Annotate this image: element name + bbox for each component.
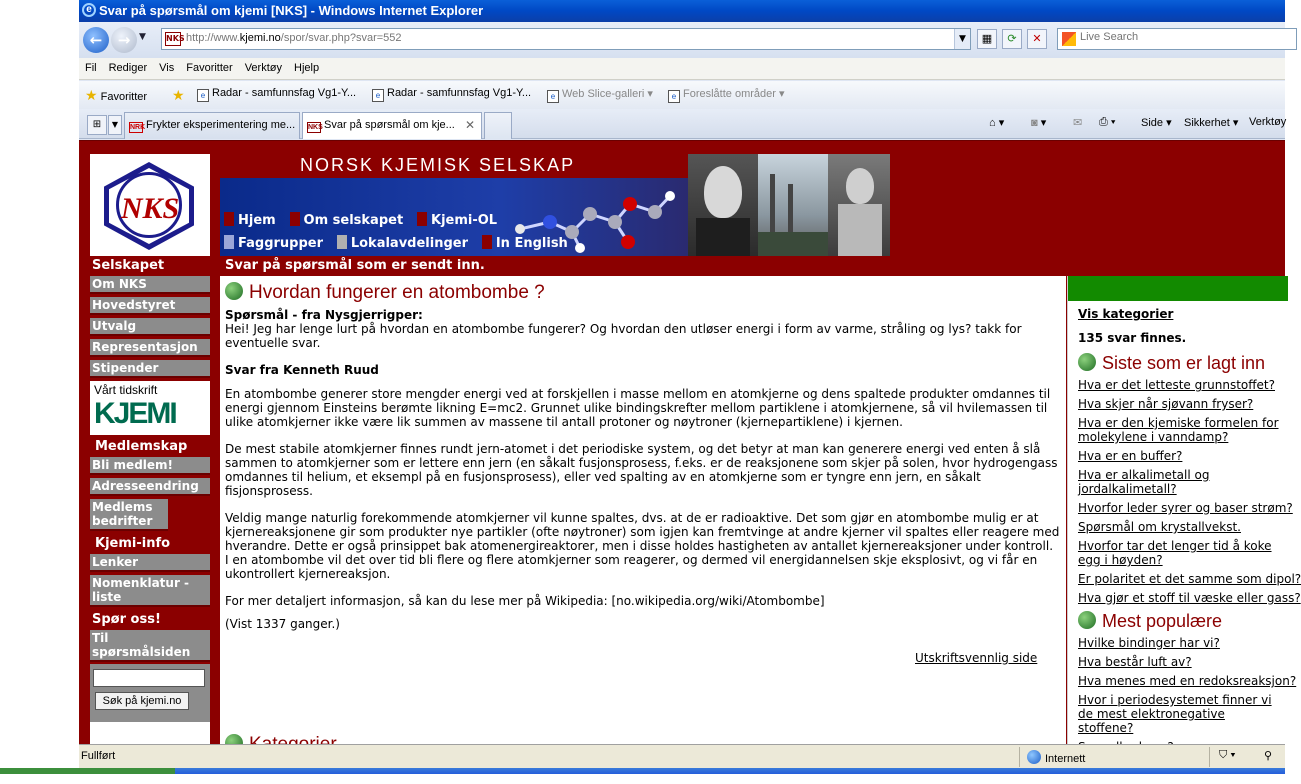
mail-button[interactable] [1073, 116, 1082, 129]
popular-link-1[interactable]: Hvilke bindinger har vi? [1078, 636, 1220, 650]
recent-link-10[interactable]: Hva gjør et stoff til væske eller gass? [1078, 591, 1301, 605]
recent-heading: Siste som er lagt inn [1078, 353, 1298, 374]
status-bar [79, 744, 1285, 768]
sidebar-item-nomenklatur[interactable]: Nomenklatur - liste [90, 575, 210, 607]
green-header-bar [1068, 276, 1288, 301]
safety-menu[interactable]: Sikkerhet ▾ [1184, 117, 1239, 129]
mail-icon: ✉ [1073, 117, 1083, 129]
popular-link-2[interactable]: Hva består luft av? [1078, 655, 1192, 669]
nks-logo[interactable] [90, 154, 210, 256]
favorites-bar [79, 81, 1285, 109]
search-input[interactable] [1080, 31, 1280, 43]
close-icon: ✕ [1032, 32, 1042, 45]
main-content [220, 276, 1066, 746]
back-button[interactable] [83, 27, 109, 53]
popular-link-3[interactable]: Hva menes med en redoksreaksjon? [1078, 674, 1297, 688]
recent-link-8[interactable]: Hvorfor tar det lenger tid å koke egg i høyden? [1078, 539, 1272, 567]
view-count: (Vist 1337 ganger.) [225, 617, 340, 631]
add-star-icon: ★ [172, 87, 185, 103]
site-search-input[interactable] [93, 669, 205, 687]
menu-edit[interactable]: Rediger [108, 62, 148, 74]
home-icon: ⌂ [989, 117, 996, 129]
web-page [79, 140, 1301, 744]
star-icon: ★ [85, 87, 98, 103]
recent-link-3[interactable]: Hva er den kjemiske formelen for molekylene i vanndamp? [1078, 416, 1279, 444]
windows-taskbar [0, 768, 1285, 774]
sidebar-item-medlemsbedrifter[interactable]: Medlems bedrifter [90, 499, 168, 531]
journal-label: Vårt tidskrift [94, 383, 158, 397]
print-friendly-link[interactable]: Utskriftsvennlig side [915, 651, 1038, 665]
question-title: Hvordan fungerer en atombombe ? [225, 282, 1060, 304]
favorite-link-1[interactable]: e Radar - samfunnsfag Vg1-Y... [197, 87, 356, 102]
popular-link-4[interactable]: Hvor i periodesystemet finner vi de mest elektronegative stoffene? [1078, 693, 1272, 735]
chevron-down-icon: ▼ [111, 120, 119, 129]
close-tab-icon[interactable]: ✕ [464, 118, 475, 132]
right-sidebar [1067, 276, 1301, 746]
show-categories-link[interactable]: Vis kategorier [1078, 307, 1174, 321]
address-toolbar [79, 22, 1285, 58]
protected-mode-button[interactable]: ⛉ ▾ [1219, 749, 1236, 761]
nav-bullet [290, 212, 300, 226]
sidebar-item-bli-medlem[interactable]: Bli medlem! [90, 457, 210, 475]
nav-bullet [224, 235, 234, 249]
right-sidebar-content [1078, 307, 1301, 759]
recent-link-6[interactable]: Hvorfor leder syrer og baser strøm? [1078, 501, 1293, 515]
address-dropdown-button[interactable]: ▼ [954, 29, 970, 49]
popular-heading: Mest populære [1078, 611, 1298, 632]
sidebar-heading-kjemi-info: Kjemi-info [95, 536, 171, 551]
grid-icon: ⊞ [92, 119, 102, 130]
arrow-right-icon: → [117, 31, 131, 49]
tab-list-button[interactable] [108, 115, 122, 135]
browser-window [79, 0, 1301, 774]
sidebar-item-representasjon[interactable]: Representasjon [90, 339, 210, 357]
header-banner [220, 154, 890, 256]
compat-icon: ▦ [981, 32, 993, 45]
live-search-box[interactable] [1057, 28, 1297, 50]
factory-ground [758, 232, 828, 256]
recent-link-5[interactable]: Hva er alkalimetall og jordalkalimetall? [1078, 468, 1210, 496]
internet-zone-icon [1027, 750, 1041, 764]
zoom-button[interactable] [1264, 749, 1272, 762]
desktop-strip [0, 0, 79, 774]
sidebar-heading-spor-oss: Spør oss! [92, 612, 161, 627]
status-separator [1019, 747, 1020, 767]
sidebar-heading-selskapet: Selskapet [92, 258, 165, 273]
kjemi-journal-banner[interactable] [90, 381, 210, 435]
sidebar-item-stipender[interactable]: Stipender [90, 360, 210, 378]
sidebar-item-til-sporsmalsiden[interactable]: Til spørsmålsiden [90, 630, 210, 662]
globe-icon [1078, 353, 1096, 371]
menu-tools[interactable]: Verktøy [244, 62, 282, 74]
recent-link-2[interactable]: Hva skjer når sjøvann fryser? [1078, 397, 1254, 411]
page-icon: e [197, 89, 209, 102]
banner-title: NORSK KJEMISK SELSKAP [300, 155, 576, 175]
nav-bullet [224, 212, 234, 226]
recent-link-4[interactable]: Hva er en buffer? [1078, 449, 1183, 463]
ie-icon: e [82, 3, 96, 17]
recent-link-1[interactable]: Hva er det letteste grunnstoffet? [1078, 378, 1275, 392]
print-button[interactable]: ⎙ ▾ [1099, 116, 1116, 128]
menu-bar [79, 58, 1285, 80]
suggested-sites-icon: e [668, 90, 680, 103]
page-icon: e [372, 89, 384, 102]
quick-tabs-button[interactable] [87, 115, 107, 135]
chimney [788, 184, 793, 234]
printer-icon: ⎙ [1099, 116, 1108, 128]
compatibility-button[interactable] [977, 29, 997, 49]
sidebar-item-adresseendring[interactable]: Adresseendring [90, 478, 210, 496]
tools-menu[interactable]: Verktøy [1249, 116, 1287, 128]
address-field[interactable] [161, 28, 971, 50]
security-zone[interactable]: Internett [1027, 750, 1085, 765]
arrow-left-icon: ← [89, 31, 103, 49]
sidebar-item-hovedstyret[interactable]: Hovedstyret [90, 297, 210, 315]
history-dropdown-button[interactable]: ▼ [139, 32, 146, 42]
menu-view[interactable]: Vis [159, 62, 175, 74]
factory-photo [758, 154, 828, 256]
home-button[interactable]: ⌂ ▾ [989, 117, 1005, 129]
tab-bar [79, 109, 1285, 139]
nav-bullet [482, 235, 492, 249]
start-button[interactable] [0, 768, 175, 774]
answer-count: 135 svar finnes. [1078, 331, 1187, 345]
answer-paragraph-2: De mest stabile atomkjerner finnes rundt jern-atomet i det periodiske system, og det betyr at man kan generere energi ved enten å slå sammen to atomkjerner som er lettere enn jern (en såkalt fusjonsprosess, f.eks. er de reaksjonene som skjer på solen, hvor hydrogengass omdannes til helium, et eksempl på en fusjonsprosess), eller ved spalting av en atomkjerne som er tyngre enn jern, en såkalt fisjonsprosess. [225, 442, 1058, 498]
portrait-coat [838, 204, 882, 256]
forward-button[interactable] [111, 27, 137, 53]
nav-bullet [337, 235, 347, 249]
status-separator [1209, 747, 1210, 767]
new-tab-button[interactable] [484, 112, 512, 139]
question-from: Spørsmål - fra Nysgjerrigper: [225, 308, 423, 322]
site-favicon-icon: NKS [308, 124, 323, 131]
add-favorite-button[interactable] [172, 87, 185, 104]
window-titlebar [79, 0, 1285, 22]
url-text: http://www.kjemi.no/spor/svar.php?svar=552 [186, 32, 402, 44]
top-nav-row-1 [224, 212, 507, 228]
shield-icon: ⛉ [1219, 749, 1228, 761]
tab-1[interactable]: NRKFrykter eksperimentering me... [124, 112, 300, 139]
feeds-button[interactable]: ◙ ▾ [1031, 117, 1047, 129]
sidebar-item-om-nks[interactable]: Om NKS [90, 276, 210, 294]
answer-paragraph-3: Veldig mange naturlig forekommende atomkjerner vil kunne spaltes, dvs. at de er radioaktive. Det som gjør en atombombe mulig er at kjernereaksjonene gir som produkter nye partikler (ofte nøytroner) som igjen kan fremtvinge at andre kjerner vil spaltes eller reagere med hverandre. Dette er også prinsippet bak atomenergireaktorer, men i disse holdes hastigheten av antallet kjernereaksjoner under kontroll. I en atombombe vil det over tid bli flere og flere atomkjerner som reagerer, og dermed vil energidannelsen skje eksplosivt, og vi får en ukontrollert kjernereaksjon. [225, 511, 1060, 581]
portrait-face [704, 166, 742, 218]
site-favicon-icon: NKS [165, 32, 181, 46]
page-subtitle-bar: Svar på spørsmål som er sendt inn. [225, 258, 485, 273]
answer-paragraph-4: For mer detaljert informasjon, så kan du lese mer på Wikipedia: [no.wikipedia.org/wiki/Atombombe] [225, 594, 825, 608]
suggested-sites-link[interactable]: e Foreslåtte områder ▾ [668, 87, 785, 103]
tab-2-active[interactable]: NKSSvar på spørsmål om kje... ✕ [302, 112, 482, 139]
site-search-panel [90, 664, 210, 722]
nav-about[interactable]: Om selskapet [290, 213, 404, 228]
refresh-button[interactable] [1002, 29, 1022, 49]
nav-bullet [417, 212, 427, 226]
recent-link-7[interactable]: Spørsmål om krystallvekst. [1078, 520, 1241, 534]
question-text: Hei! Jeg har lenge lurt på hvordan en atombombe fungerer? Og hvordan den utløser energi i form av varme, stråling og lys? takk for eventuelle svar. [225, 322, 1022, 350]
menu-favorites[interactable]: Favoritter [186, 62, 233, 74]
portrait-face [846, 168, 874, 204]
nav-faggrupper[interactable]: Faggrupper [224, 236, 323, 251]
portrait-suit [696, 218, 750, 256]
kjemi-logo: KJEMI [94, 397, 176, 430]
sidebar-heading-medlemskap: Medlemskap [95, 439, 188, 454]
refresh-icon: ⟳ [1007, 32, 1017, 45]
page-icon: e [547, 90, 559, 103]
nav-english[interactable]: In English [482, 236, 568, 251]
stop-button[interactable] [1027, 29, 1047, 49]
nav-lokalavdelinger[interactable]: Lokalavdelinger [337, 236, 468, 251]
menu-help[interactable]: Hjelp [294, 62, 320, 74]
globe-icon [1078, 611, 1096, 629]
window-title: Svar på spørsmål om kjemi [NKS] - Windows Internet Explorer [99, 3, 484, 18]
magnifier-icon: ⚲ [1264, 750, 1273, 762]
globe-icon [225, 282, 243, 300]
page-menu[interactable]: Side ▾ [1141, 117, 1172, 129]
portrait-photo-2 [828, 154, 890, 256]
top-nav-row-2 [224, 235, 578, 251]
portrait-photo-1 [688, 154, 758, 256]
answer-paragraph-1: En atombombe generer store mengder energi ved at forskjellen i masse mellom en atomkjerne og dens spaltede produkter omdannes til energi gjennom Einsteins berømte likning E=mc2. Grunnet ulike bindingskrefter mellom partiklene i atomkjernene, så vil hvilemassen til ulike atomkjerner ikke være lik summen av massene til antall protoner og nøytroner (kjernepartiklene) i kjernen. [225, 387, 1051, 429]
nav-kjemi-ol[interactable]: Kjemi-OL [417, 213, 497, 228]
logo-text: NKS [120, 192, 180, 225]
sidebar-item-utvalg[interactable]: Utvalg [90, 318, 210, 336]
left-sidebar [90, 256, 210, 746]
favorite-link-2[interactable]: e Radar - samfunnsfag Vg1-Y... [372, 87, 531, 102]
news-favicon-icon: NRK [130, 124, 146, 131]
menu-file[interactable]: Fil [85, 62, 97, 74]
recent-link-9[interactable]: Er polaritet et det samme som dipol? [1078, 572, 1301, 586]
web-slice-gallery-link[interactable]: e Web Slice-galleri ▾ [547, 87, 653, 103]
nav-home[interactable]: Hjem [224, 213, 276, 228]
live-search-icon [1062, 32, 1076, 46]
rss-icon: ◙ [1031, 117, 1038, 129]
sidebar-item-lenker[interactable]: Lenker [90, 554, 210, 572]
favorites-button[interactable]: ★ Favoritter [85, 87, 148, 103]
site-search-button[interactable]: Søk på kjemi.no [95, 692, 189, 710]
answer-author: Svar fra Kenneth Ruud [225, 363, 379, 377]
status-text: Fullført [81, 750, 116, 762]
chimney [770, 174, 775, 234]
